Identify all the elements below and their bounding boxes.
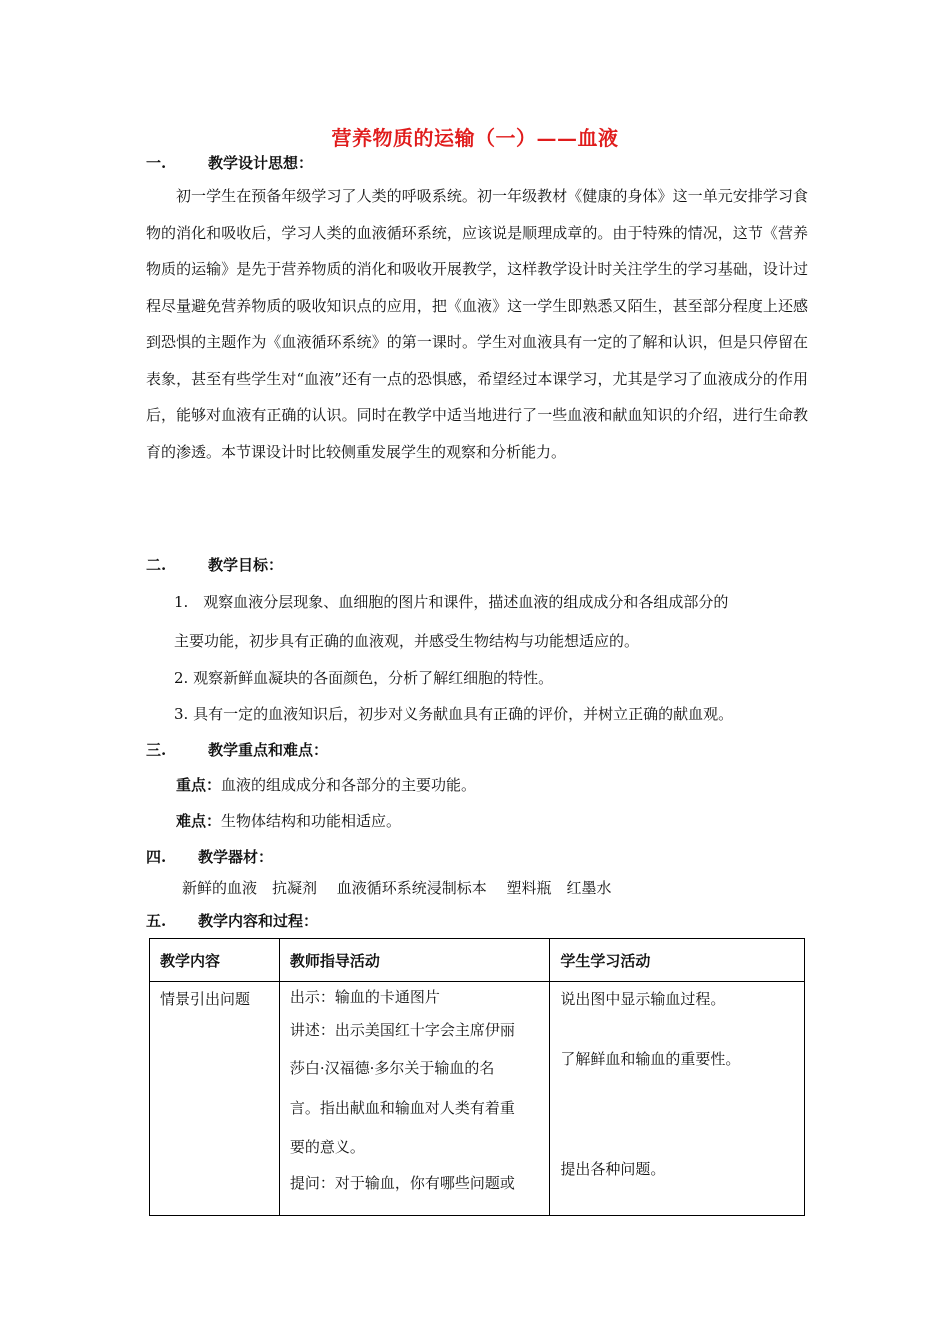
teacher-line: 出示：输血的卡通图片	[289, 988, 440, 1006]
teacher-line: 提问：对于输血，你有哪些问题或	[289, 1174, 515, 1192]
key-point-line	[176, 774, 476, 795]
difficulty-line	[176, 810, 401, 831]
section-heading-key-points	[146, 739, 328, 760]
cell-content-text: 情景引出问题	[160, 990, 251, 1008]
section-heading-process	[146, 910, 318, 931]
section-title: 教学重点和难点：	[208, 741, 329, 759]
process-table	[149, 938, 805, 1216]
section-heading-objectives	[146, 554, 283, 575]
teacher-line: 莎白·汉福德·多尔关于输血的名	[289, 1059, 495, 1077]
objective-1-line-2: 主要功能，初步具有正确的血液观，并感受生物结构与功能想适应的。	[174, 632, 640, 650]
table-header-content: 教学内容	[150, 939, 280, 982]
difficulty-text: 生物体结构和功能相适应。	[221, 812, 402, 830]
document-title: 营养物质的运输（一）——血液	[331, 126, 619, 150]
section-title: 教学器材：	[198, 848, 274, 866]
section-number: 二.	[146, 556, 167, 574]
key-point-text: 血液的组成成分和各部分的主要功能。	[221, 776, 477, 794]
teacher-line: 言。指出献血和输血对人类有着重	[289, 1099, 515, 1117]
table-cell-student	[550, 982, 805, 1216]
table-header-student: 学生学习活动	[550, 939, 805, 982]
section-title: 教学设计思想：	[208, 154, 314, 172]
section-title: 教学内容和过程：	[198, 912, 319, 930]
objective-2: 2. 观察新鲜血凝块的各面颜色，分析了解红细胞的特性。	[174, 669, 554, 687]
table-cell-content	[150, 982, 280, 1216]
teacher-line: 讲述：出示美国红十字会主席伊丽	[289, 1021, 515, 1039]
objective-1-line-1: 1. 观察血液分层现象、血细胞的图片和课件，描述血液的组成成分和各组成部分的	[174, 593, 729, 611]
student-line: 提出各种问题。	[560, 1160, 666, 1178]
section-number: 四.	[146, 848, 167, 866]
section-heading-equipment	[146, 846, 273, 867]
table-header-row	[150, 939, 805, 982]
student-line: 说出图中显示输血过程。	[560, 990, 726, 1008]
key-point-label: 重点：	[176, 776, 222, 794]
section-number: 三.	[146, 741, 167, 759]
table-cell-teacher	[279, 982, 550, 1216]
teacher-line: 要的意义。	[289, 1138, 365, 1156]
objective-3: 3. 具有一定的血液知识后，初步对义务献血具有正确的评价，并树立正确的献血观。	[174, 705, 734, 723]
section-number: 五.	[146, 912, 167, 930]
table-row	[150, 982, 805, 1216]
section-title: 教学目标：	[208, 556, 284, 574]
table-header-teacher: 教师指导活动	[279, 939, 550, 982]
student-line: 了解鲜血和输血的重要性。	[560, 1050, 741, 1068]
difficulty-label: 难点：	[176, 812, 222, 830]
section-number: 一.	[146, 154, 167, 172]
design-paragraph: 初一学生在预备年级学习了人类的呼吸系统。初一年级教材《健康的身体》这一单元安排学习食物的消化和吸收后，学习人类的血液循环系统，应该说是顺理成章的。由于特殊的情况，这节《营养物质的运输》是先于营养物质的消化和吸收开展教学，这样教学设计时关注学生的学习基础，设计过程尽量避免营养物质的吸收知识点的应用，把《血液》这一学生即熟悉又陌生，甚至部分程度上还感到恐惧的主题作为《血液循环系统》的第一课时。学生对血液具有一定的了解和认识，但是只停留在表象，甚至有些学生对“血液”还有一点的恐惧感，希望经过本课学习，尤其是学习了血液成分的作用后，能够对血液有正确的认识。同时在教学中适当地进行了一些血液和献血知识的介绍，进行生命教育的渗透。本节课设计时比较侧重发展学生的观察和分析能力。	[146, 187, 808, 461]
equipment-list: 新鲜的血液 抗凝剂 血液循环系统浸制标本 塑料瓶 红墨水	[182, 879, 612, 897]
section-heading-design	[146, 152, 313, 173]
